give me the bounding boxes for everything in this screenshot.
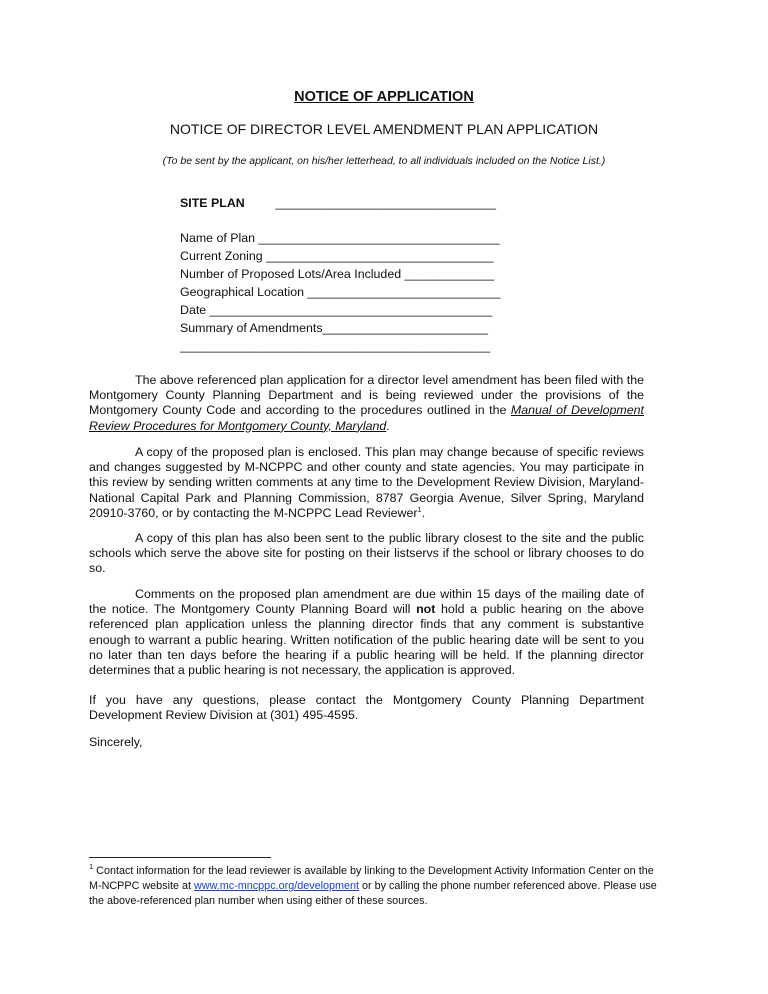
document-title: NOTICE OF APPLICATION <box>294 89 474 105</box>
paragraph-library: A copy of this plan has also been sent to the public library closest to the site and the public schools which serve the above site for posting on their listservs if the school or library chooses to do so. <box>89 531 644 576</box>
site-plan-blank: ________________________________ <box>275 196 496 210</box>
field-proposed-lots: Number of Proposed Lots/Area Included _____________ <box>180 267 495 281</box>
paragraph-filing: The above referenced plan application for a director level amendment has been filed with the Montgomery County Planning Department and is being reviewed under the provisions of the Montgomery County Code and according to the procedures outlined in the Manual of Development Review Procedures for Montgomery County, Maryland. <box>89 373 644 433</box>
emphasis-not: not <box>416 602 436 617</box>
site-plan-row <box>180 196 496 216</box>
paragraph-copy-enclosed: A copy of the proposed plan is enclosed. This plan may change because of specific reviews and changes suggested by M-NCPPC and other county and state agencies. You may participate in this review by sending written comments at any time to the Development Review Division, Maryland-National Capital Park and Planning Commission, 8787 Georgia Avenue, Silver Spring, Maryland 20910-3760, or by contacting the M-NCPPC Lead Reviewer$^1$. <box>89 445 644 520</box>
site-plan-label: SITE PLAN <box>180 196 245 210</box>
field-name-of-plan: Name of Plan ___________________________________ <box>180 231 500 245</box>
footnote-divider <box>89 857 271 858</box>
sending-instruction: (To be sent by the applicant, on his/her letterhead, to all individuals included on the Notice List.) <box>162 155 606 167</box>
application-form <box>180 196 501 353</box>
paragraph-comments: Comments on the proposed plan amendment are due within 15 days of the mailing date of the notice. The Montgomery County Planning Board will not hold a public hearing on the above referenced plan application unless the planning director finds that any comment is substantive enough to warrant a public hearing. Written notification of the public hearing date will be sent to you no later than ten days before the hearing if a public hearing will be held. If the planning director determines that a public hearing is not necessary, the application is approved. <box>89 587 644 678</box>
document-subtitle: NOTICE OF DIRECTOR LEVEL AMENDMENT PLAN APPLICATION <box>169 121 599 137</box>
field-geographical-location: Geographical Location ____________________________ <box>180 285 501 299</box>
field-summary-of-amendments: Summary of Amendments________________________ <box>180 321 488 335</box>
footnote: $^1$ Contact information for the lead reviewer is available by linking to the Development Activity Information Center on the M-NCPPC website at www.mc-mncppc.org/development or by calling the phone number referenced above. Please use the above-referenced plan number when using either of these sources. <box>89 862 657 907</box>
field-date: Date _________________________________________ <box>180 303 493 317</box>
footnote-reference: 1 <box>417 504 422 514</box>
footnote-marker: 1 <box>89 862 94 871</box>
manual-title: Manual of Development Review Procedures for Montgomery County, Maryland <box>89 403 644 433</box>
paragraph-questions: If you have any questions, please contact the Montgomery County Planning Department Development Review Division at (301) 495-4595. <box>89 693 644 723</box>
closing-sincerely: Sincerely, <box>89 735 143 749</box>
field-current-zoning: Current Zoning _________________________________ <box>180 249 494 263</box>
field-summary-continuation: _____________________________________________ <box>180 339 491 353</box>
development-link[interactable]: www.mc-mncppc.org/development <box>194 880 360 892</box>
